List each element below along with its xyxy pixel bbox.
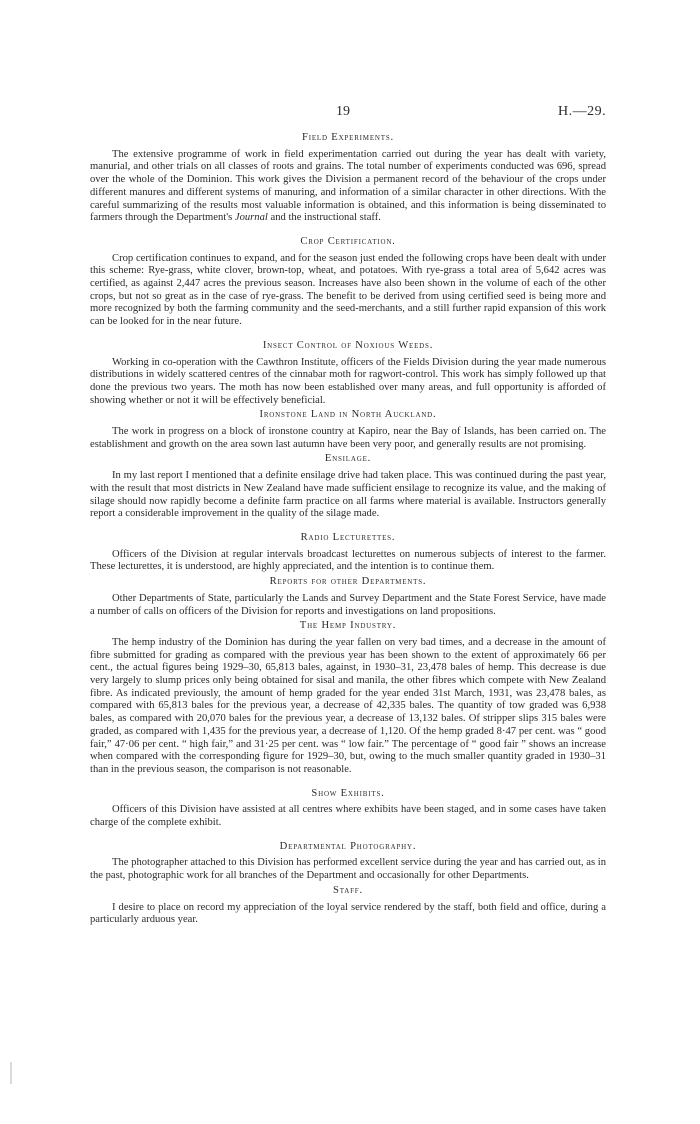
section-paragraph: Crop certification continues to expand, and for the season just ended the following crops have been dealt with under this scheme: Rye-grass, white clover, brown-top, wheat, and potatoes. With rye-grass a total area of 5,642 acres was certified, as against 2,447 acres the previous season. Increases have also been shown in the volume of each of the other crops, but not so great as in the case of rye-grass. The benefit to be derived from using certified seed is being more and more recognized by both the farming community and the seed-merchants, and a still further rapid expansion of this work can be looked for in the near future.: [90, 252, 606, 328]
section-paragraph: The extensive programme of work in field experimentation carried out during the year has dealt with variety, manurial, and other trials on all classes of roots and grains. The total number of experiments conducted was 696, spread over the whole of the Dominion. This work gives the Division a permanent record of the behaviour of the crops under different manures and different systems of manuring, and information of a similar character in other directions. With the careful summarizing of the results most valuable information is obtained, and this information is being disseminated to farmers through the Department's Journal and the instructional staff.: [90, 148, 606, 224]
section-insect-control: [90, 340, 606, 408]
scan-margin-mark: [10, 1062, 12, 1084]
section-paragraph: Working in co-operation with the Cawthron Institute, officers of the Fields Division during the year made numerous distributions in widely scattered centres of the cinnabar moth for ragwort-control. This work has simply followed up that done the previous two years. The moth has now been established over many areas, and full opportunity is afforded of showing whether or not it will be effectively beneficial.: [90, 356, 606, 406]
section-radio-lecturettes: [90, 532, 606, 574]
section-paragraph: Other Departments of State, particularly the Lands and Survey Department and the State Forest Service, have made a number of calls on officers of the Division for reports and investigations on land propositions.: [90, 592, 606, 617]
section-title: Departmental Photography.: [279, 840, 417, 852]
section-paragraph: The hemp industry of the Dominion has during the year fallen on very bad times, and a decrease in the amount of fibre submitted for grading as compared with the previous year has been shown to the extent of approximately 66 per cent., the actual figures being 1929–30, 65,813 bales, against, in 1930–31, 23,478 bales of hemp. This decrease is due very largely to slump prices only being obtained for sisal and manila, the other fibres which compete with New Zealand fibre. As indicated previously, the amount of hemp graded for the year ended 31st March, 1931, was 23,478 bales, as compared with 65,813 bales for the previous year, a decrease of 42,335 bales. The quantity of tow graded was 6,938 bales, as compared with 20,070 bales for the previous year, a decrease of 13,132 bales. Of stripper slips 315 bales were graded, as compared with 1,435 for the previous year, a decrease of 1,120. Of the hemp graded 8·47 per cent. was “ good fair,” 47·06 per cent. “ high fair,” and 31·25 per cent. was “ low fair.” The percentage of “ good fair ” shows an increase when compared with the corresponding figure for 1929–30, but, owing to the much smaller quantity graded in 1930–31 than in the previous season, the comparison is not reasonable.: [90, 636, 606, 775]
section-title: Field Experiments.: [302, 132, 394, 143]
section-show-exhibits: [90, 788, 606, 830]
report-reference: H.—29.: [558, 104, 607, 119]
section-title: Staff.: [333, 884, 363, 896]
section-title: The Hemp Industry.: [299, 620, 397, 632]
section-title: Crop Certification.: [300, 235, 396, 247]
section-hemp-industry: [90, 620, 606, 776]
page-number: 19: [336, 104, 350, 119]
section-title: Ironstone Land in North Auckland.: [259, 409, 437, 421]
page-body: [90, 132, 606, 927]
section-paragraph: Officers of this Division have assisted at all centres where exhibits have been staged, and in some cases have taken charge of the complete exhibit.: [90, 804, 606, 829]
section-staff: [90, 885, 606, 927]
section-title: Show Exhibits.: [311, 787, 385, 799]
section-title: Radio Lecturettes.: [300, 531, 396, 543]
section-departmental-photography: [90, 841, 606, 883]
section-paragraph: In my last report I mentioned that a definite ensilage drive had taken place. This was continued during the past year, with the result that most districts in New Zealand have made sufficient ensilage to recognize its value, and the making of silage should now rapidly become a definite farm practice on all farms where material is available. Instructors generally report a considerable improvement in the quality of the silage made.: [90, 470, 606, 520]
section-field-experiments: [90, 132, 606, 225]
section-ensilage: [90, 453, 606, 521]
section-paragraph: I desire to place on record my appreciation of the loyal service rendered by the staff, both field and office, during a particularly arduous year.: [90, 901, 606, 926]
section-paragraph: The photographer attached to this Division has performed excellent service during the year and has carried out, as in the past, photographic work for all branches of the Department and occasionally for other Departments.: [90, 857, 606, 882]
section-title: Ensilage.: [324, 453, 372, 465]
journal-italic: Journal: [234, 212, 268, 224]
section-title: Insect Control of Noxious Weeds.: [262, 339, 434, 351]
section-ironstone-land: [90, 409, 606, 451]
section-paragraph: Officers of the Division at regular intervals broadcast lecturettes on numerous subjects of interest to the farmer. These lecturettes, it is understood, are highly appreciated, and the intention is to continue them.: [90, 548, 606, 573]
section-crop-certification: [90, 236, 606, 329]
section-paragraph: The work in progress on a block of ironstone country at Kapiro, near the Bay of Islands, has been carried on. The establishment and growth on the area sown last autumn have been very poor, and generally results are not promising.: [90, 426, 606, 450]
section-title: Reports for other Departments.: [269, 576, 427, 588]
section-reports-other-departments: [90, 576, 606, 618]
